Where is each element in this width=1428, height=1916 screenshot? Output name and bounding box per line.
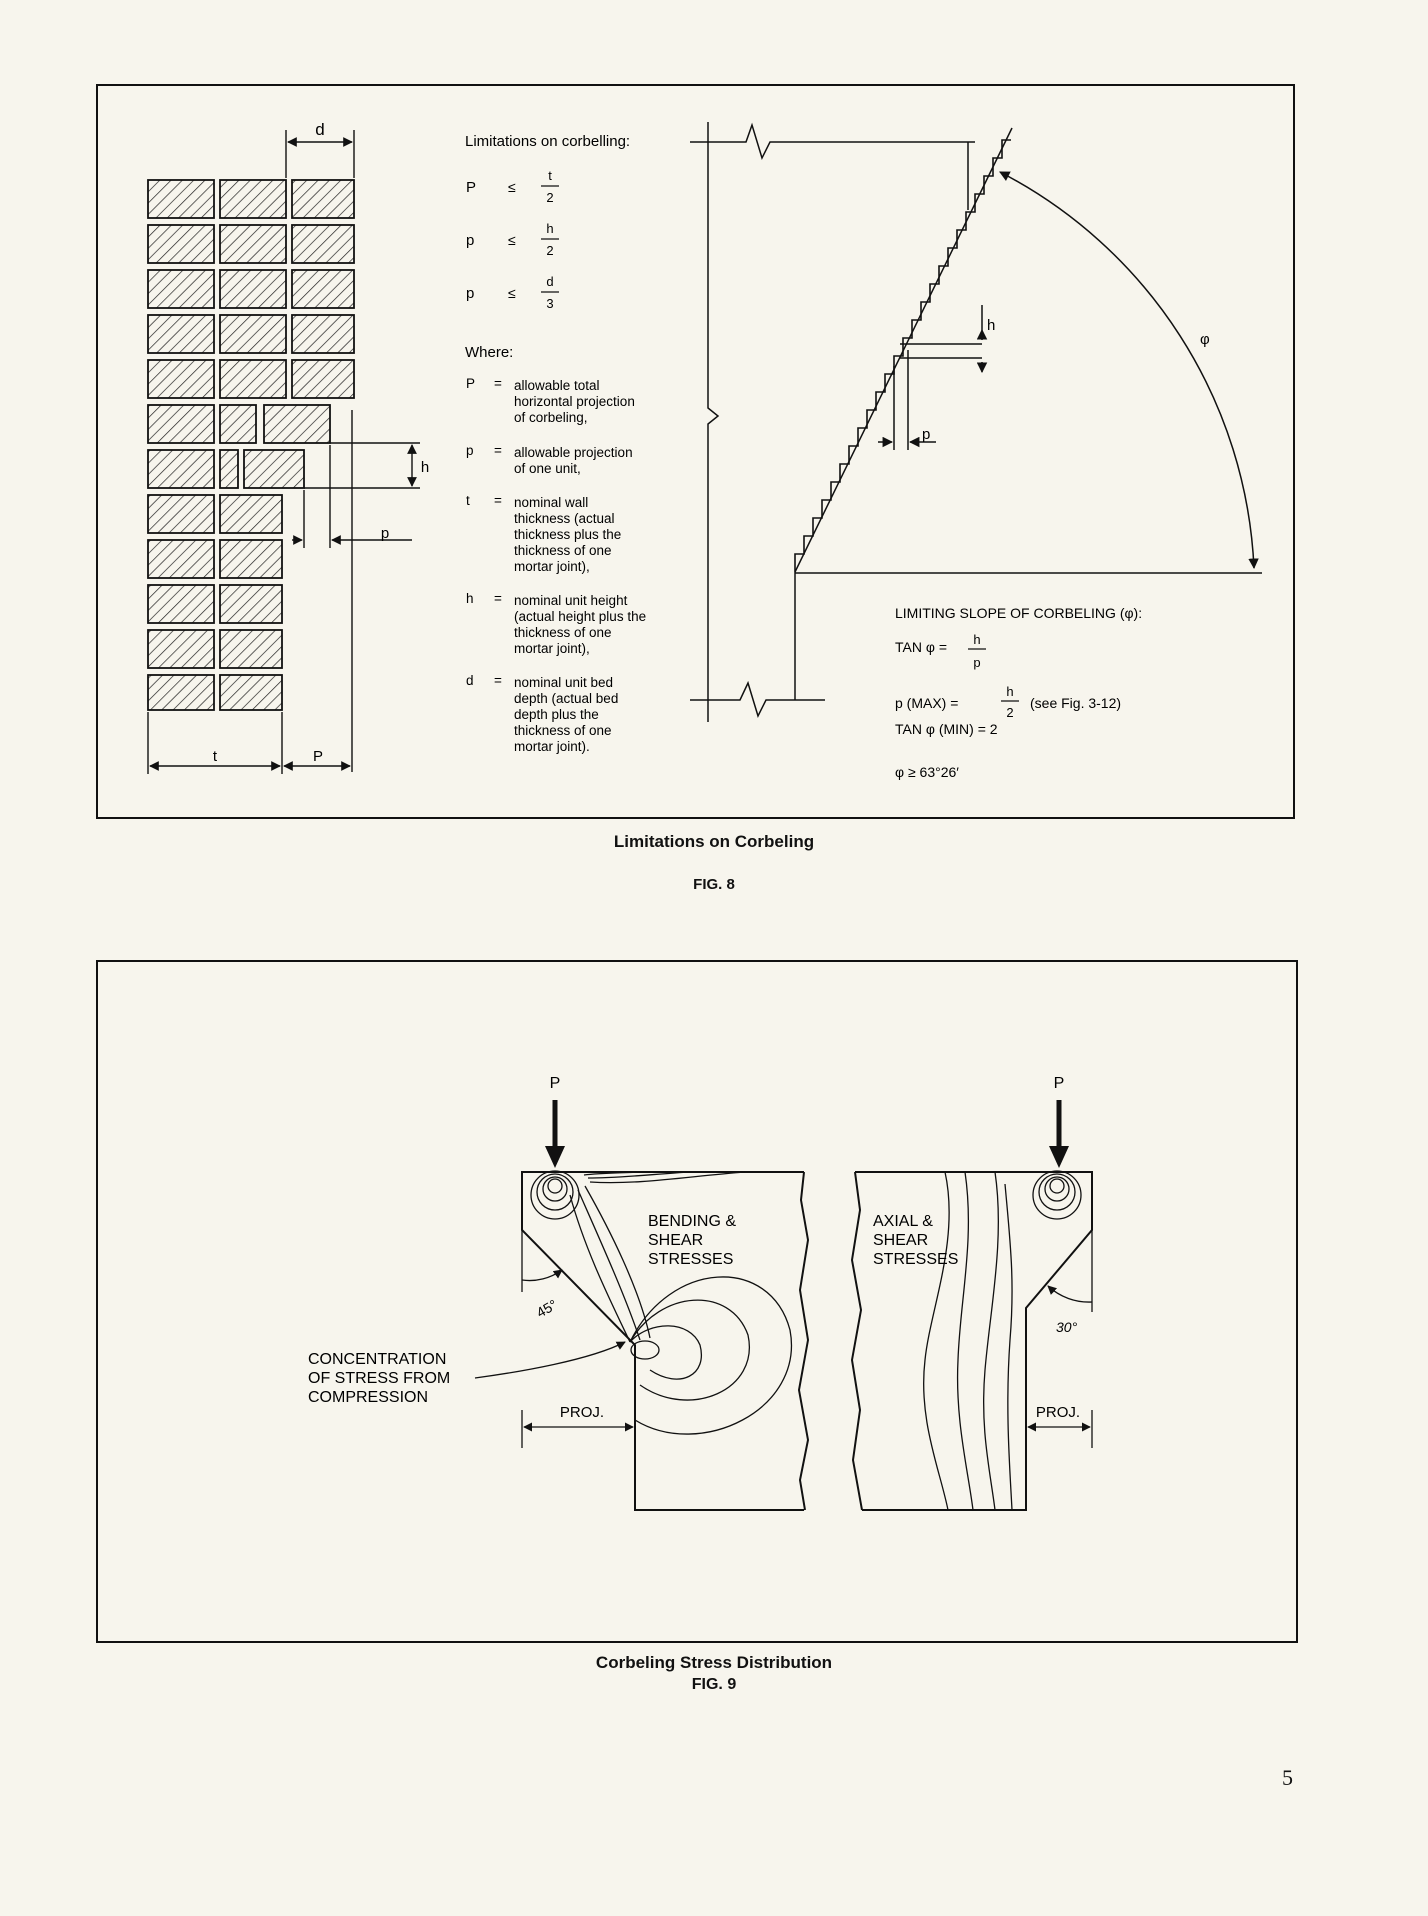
- svg-text:thickness of one: thickness of one: [514, 543, 612, 558]
- svg-text:≤: ≤: [508, 285, 516, 301]
- dim-p-label: p: [380, 525, 390, 542]
- figure-9-frame: [97, 961, 1297, 1642]
- svg-text:3: 3: [546, 296, 554, 311]
- left-stress-contours: [531, 1171, 791, 1434]
- proj-right-label: PROJ.: [1035, 1404, 1081, 1421]
- definitions: [466, 376, 646, 754]
- svg-text:2: 2: [1006, 705, 1014, 720]
- dim-P-label: P: [312, 748, 324, 765]
- svg-text:of corbeling,: of corbeling,: [514, 410, 588, 425]
- svg-text:thickness of one: thickness of one: [514, 723, 612, 738]
- svg-text:d: d: [466, 673, 474, 688]
- proj-left-label: PROJ.: [559, 1404, 605, 1421]
- phi-result: φ ≥ 63°26′: [895, 764, 959, 780]
- tan-min: TAN φ (MIN) = 2: [895, 721, 998, 737]
- svg-text:p: p: [973, 655, 981, 670]
- svg-text:P: P: [466, 376, 476, 391]
- svg-text:=: =: [494, 376, 502, 391]
- svg-text:thickness (actual: thickness (actual: [514, 511, 615, 526]
- def-t: [466, 493, 621, 574]
- def-P: [466, 376, 635, 425]
- svg-text:=: =: [494, 493, 502, 508]
- figure-8: [0, 0, 1428, 840]
- svg-text:(see Fig. 3-12): (see Fig. 3-12): [1030, 695, 1122, 711]
- concentration-line-3: COMPRESSION: [308, 1389, 429, 1406]
- brick-wall: [148, 180, 354, 710]
- axial-line-3: STRESSES: [873, 1251, 959, 1268]
- slope-p-label: p: [922, 426, 931, 443]
- svg-text:depth plus the: depth plus the: [514, 707, 599, 722]
- svg-text:nominal unit height: nominal unit height: [514, 593, 628, 608]
- svg-text:nominal unit bed: nominal unit bed: [514, 675, 614, 690]
- svg-text:allowable total: allowable total: [514, 378, 600, 393]
- bending-line-3: STRESSES: [648, 1251, 734, 1268]
- svg-text:d: d: [546, 274, 554, 289]
- fig9-caption: Corbeling Stress Distribution: [595, 1653, 833, 1672]
- slope-h-label: h: [987, 317, 996, 334]
- dim-h-label: h: [420, 459, 430, 476]
- svg-text:=: =: [494, 443, 502, 458]
- dim-d-label: d: [315, 120, 325, 139]
- fig8-label: FIG. 8: [693, 876, 735, 893]
- def-p: [466, 443, 633, 476]
- svg-text:=: =: [494, 673, 502, 688]
- concentration-line-2: OF STRESS FROM: [308, 1370, 451, 1387]
- svg-text:of one unit,: of one unit,: [514, 461, 581, 476]
- load-p-right: P: [1053, 1075, 1065, 1092]
- tan-formula: [895, 632, 986, 670]
- load-p-left: P: [549, 1075, 561, 1092]
- left-load-arrow: [545, 1100, 565, 1168]
- def-d: [466, 673, 618, 754]
- svg-text:h: h: [1006, 684, 1014, 699]
- svg-text:p (MAX) =: p (MAX) =: [895, 695, 959, 711]
- right-angle-marker: [1048, 1230, 1092, 1312]
- phi-angle-label: φ: [1200, 331, 1210, 348]
- rule-1: [466, 168, 559, 205]
- svg-text:h: h: [973, 632, 981, 647]
- svg-text:thickness plus the: thickness plus the: [514, 527, 622, 542]
- svg-text:≤: ≤: [508, 232, 516, 248]
- svg-text:2: 2: [546, 243, 554, 258]
- svg-text:mortar joint).: mortar joint).: [514, 739, 590, 754]
- svg-text:allowable projection: allowable projection: [514, 445, 633, 460]
- slope-title: LIMITING SLOPE OF CORBELING (φ):: [895, 605, 1143, 621]
- svg-text:TAN φ =: TAN φ =: [895, 639, 947, 655]
- rule-3: [466, 274, 559, 311]
- page-number: 5: [1282, 1765, 1293, 1790]
- svg-text:t: t: [548, 168, 552, 183]
- def-h: [466, 591, 646, 656]
- bending-line-1: BENDING &: [648, 1213, 737, 1230]
- svg-text:thickness of one: thickness of one: [514, 625, 612, 640]
- fig8-caption: Limitations on Corbeling: [613, 832, 815, 851]
- svg-text:depth (actual bed: depth (actual bed: [514, 691, 619, 706]
- svg-text:t: t: [466, 493, 470, 508]
- left-angle-marker: [522, 1230, 562, 1292]
- svg-text:p: p: [466, 443, 474, 458]
- svg-text:p: p: [466, 232, 475, 249]
- svg-text:≤: ≤: [508, 179, 516, 195]
- svg-text:mortar joint),: mortar joint),: [514, 641, 590, 656]
- svg-text:h: h: [546, 221, 554, 236]
- svg-text:h: h: [466, 591, 474, 606]
- svg-text:2: 2: [546, 190, 554, 205]
- svg-text:P: P: [466, 179, 477, 196]
- right-load-arrow: [1049, 1100, 1069, 1168]
- axial-line-2: SHEAR: [873, 1232, 929, 1249]
- angle-30-label: 30°: [1056, 1319, 1078, 1335]
- concentration-leader: [475, 1342, 625, 1378]
- concentration-line-1: CONCENTRATION: [308, 1351, 447, 1368]
- limitations-heading: Limitations on corbelling:: [465, 133, 631, 150]
- where-label: Where:: [465, 344, 514, 361]
- svg-text:p: p: [466, 285, 475, 302]
- svg-text:horizontal projection: horizontal projection: [514, 394, 635, 409]
- svg-text:(actual height plus the: (actual height plus the: [514, 609, 647, 624]
- angle-45-label: 45°: [533, 1296, 560, 1321]
- bending-line-2: SHEAR: [648, 1232, 704, 1249]
- axial-line-1: AXIAL &: [873, 1213, 933, 1230]
- fig9-label: FIG. 9: [691, 1676, 737, 1693]
- svg-text:=: =: [494, 591, 502, 606]
- rule-2: [466, 221, 559, 258]
- svg-text:mortar joint),: mortar joint),: [514, 559, 590, 574]
- pmax-formula: [895, 684, 1121, 720]
- figure-9: [0, 940, 1428, 1660]
- svg-text:nominal wall: nominal wall: [514, 495, 589, 510]
- dim-t-label: t: [212, 748, 218, 765]
- right-stress-contours: [924, 1171, 1081, 1510]
